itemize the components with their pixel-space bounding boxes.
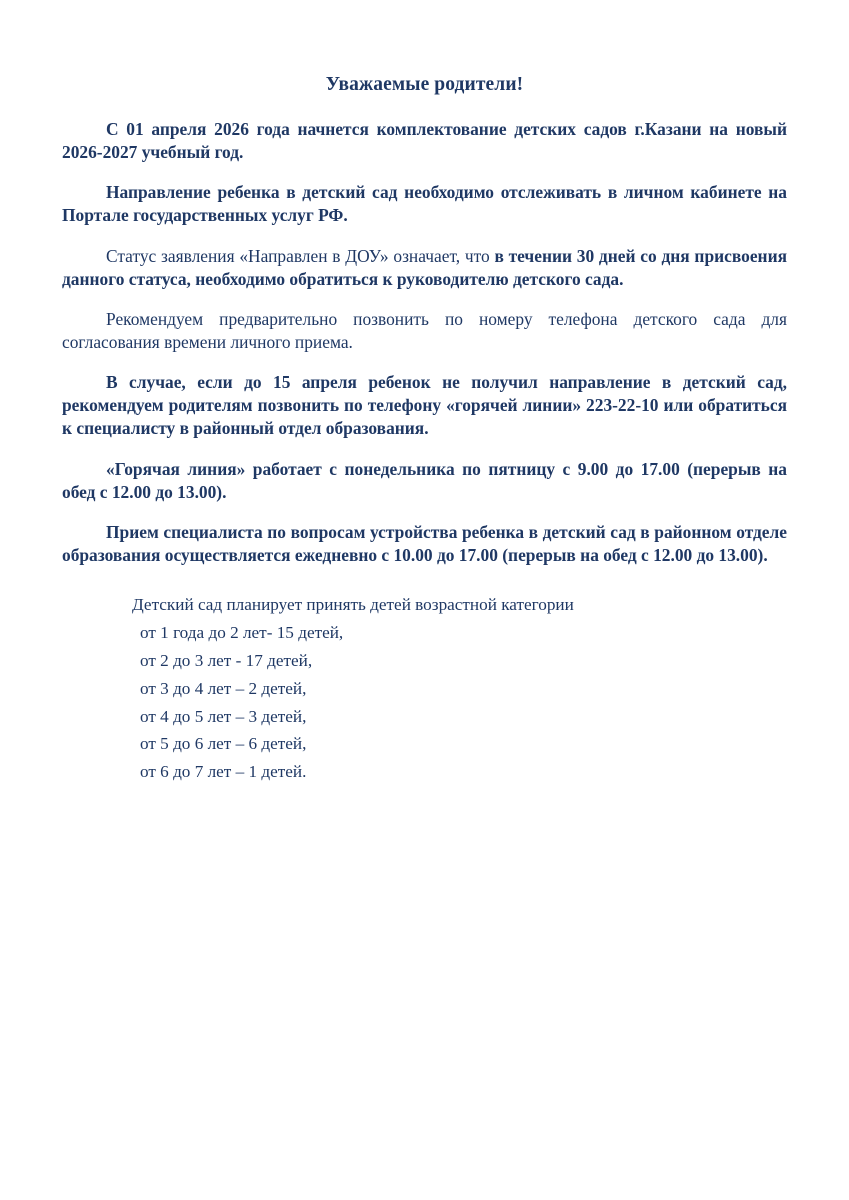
capacity-heading: Детский сад планирует принять детей возрастной категории bbox=[132, 595, 574, 615]
paragraph-text-bold: в течении 30 дней со дня присвоения данного статуса, необходимо обратиться к руководителю детского сада. bbox=[62, 245, 787, 289]
paragraph-text-plain: Статус заявления «Направлен в ДОУ» означает, что bbox=[106, 245, 495, 266]
list-item: от 5 до 6 лет – 6 детей, bbox=[140, 734, 307, 754]
paragraph-specialist-hours bbox=[62, 521, 787, 567]
document-body bbox=[62, 118, 787, 567]
paragraph-text: С 01 апреля 2026 года начнется комплектование детских садов г.Казани на новый 2026-2027 учебный год. bbox=[62, 119, 787, 163]
paragraph-text: Рекомендуем предварительно позвонить по номеру телефона детского сада для согласования времени личного приема. bbox=[62, 308, 787, 352]
paragraph-text: «Горячая линия» работает с понедельника по пятницу с 9.00 до 17.00 (перерыв на обед с 12.00 до 13.00). bbox=[62, 458, 787, 502]
paragraph-text: Направление ребенка в детский сад необходимо отслеживать в личном кабинете на Портале государственных услуг РФ. bbox=[62, 182, 787, 226]
paragraph-tracking bbox=[62, 181, 787, 227]
paragraph-hotline-hours bbox=[62, 458, 787, 504]
paragraph-hotline-info bbox=[62, 371, 787, 440]
capacity-block bbox=[62, 591, 787, 786]
list-item: от 1 года до 2 лет- 15 детей, bbox=[140, 622, 344, 642]
paragraph-status bbox=[62, 245, 787, 291]
paragraph-text: Прием специалиста по вопросам устройства ребенка в детский сад в районном отделе образования осуществляется ежедневно с 10.00 до 17.00 (перерыв на обед с 12.00 до 13.00). bbox=[62, 521, 787, 565]
paragraph-announcement bbox=[62, 118, 787, 164]
paragraph-recommendation bbox=[62, 308, 787, 354]
list-item: от 3 до 4 лет – 2 детей, bbox=[140, 678, 307, 698]
list-item: от 4 до 5 лет – 3 детей, bbox=[140, 706, 307, 726]
page-title: Уважаемые родители! bbox=[325, 74, 524, 95]
list-item: от 6 до 7 лет – 1 детей. bbox=[140, 762, 307, 782]
paragraph-text: В случае, если до 15 апреля ребенок не получил направление в детский сад, рекомендуем родителям позвонить по телефону «горячей линии» 223-22-10 или обратиться к специалисту в районный отдел образования. bbox=[62, 372, 787, 439]
list-item: от 2 до 3 лет - 17 детей, bbox=[140, 650, 313, 670]
